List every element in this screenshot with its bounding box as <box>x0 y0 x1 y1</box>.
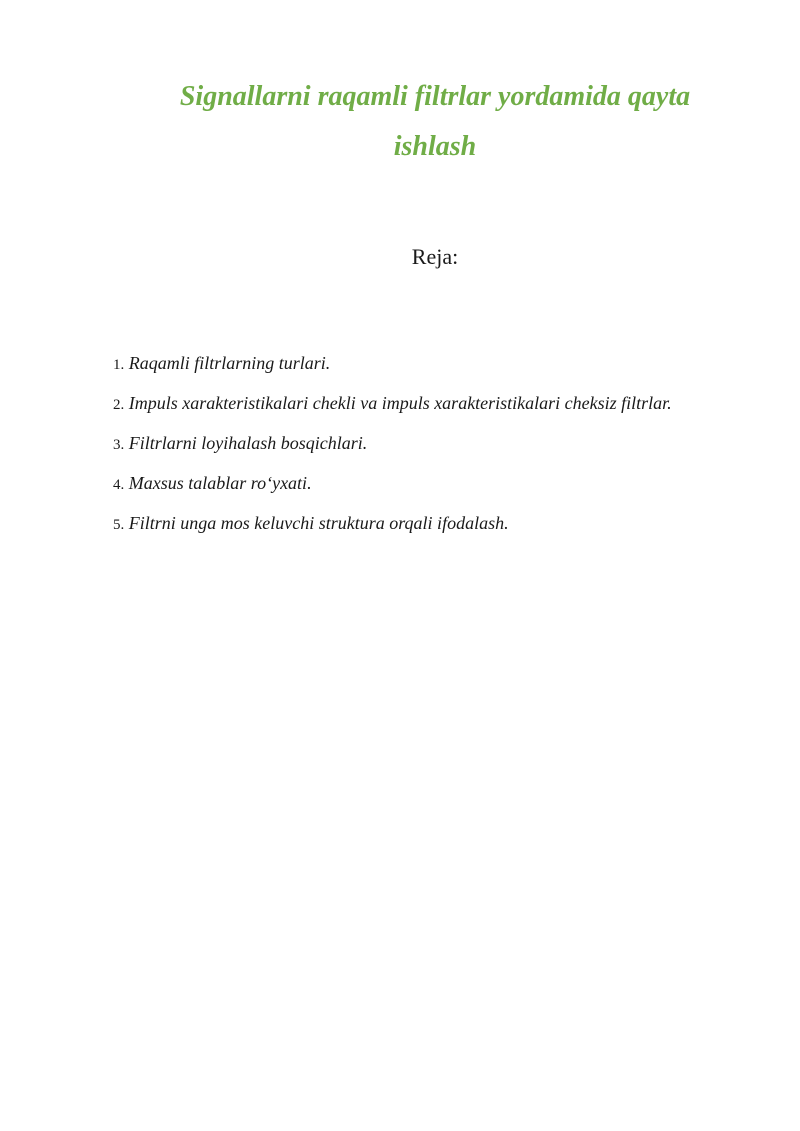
plan-item-text: Impuls xarakteristikalari chekli va impuls xarakteristikalari cheksiz filtrlar. <box>128 393 672 413</box>
plan-list <box>113 344 725 544</box>
plan-item <box>113 464 725 504</box>
plan-item-number: 4. <box>113 477 125 493</box>
document-title: Signallarni raqamli filtrlar yordamida qayta ishlash <box>179 81 691 162</box>
plan-item <box>113 384 725 424</box>
plan-item-number: 3. <box>113 437 125 453</box>
plan-item <box>113 504 725 544</box>
plan-item <box>113 344 725 384</box>
plan-item-text: Raqamli filtrlarning turlari. <box>128 353 331 373</box>
plan-item-number: 2. <box>113 397 125 413</box>
plan-item-text: Maxsus talablar ro‘yxati. <box>128 473 312 493</box>
plan-item-number: 5. <box>113 517 125 533</box>
plan-heading: Reja: <box>411 244 459 269</box>
plan-item-text: Filtrni unga mos keluvchi struktura orqali ifodalash. <box>128 513 509 533</box>
plan-item <box>113 424 725 464</box>
plan-item-number: 1. <box>113 357 125 373</box>
plan-item-text: Filtrlarni loyihalash bosqichlari. <box>128 433 368 453</box>
